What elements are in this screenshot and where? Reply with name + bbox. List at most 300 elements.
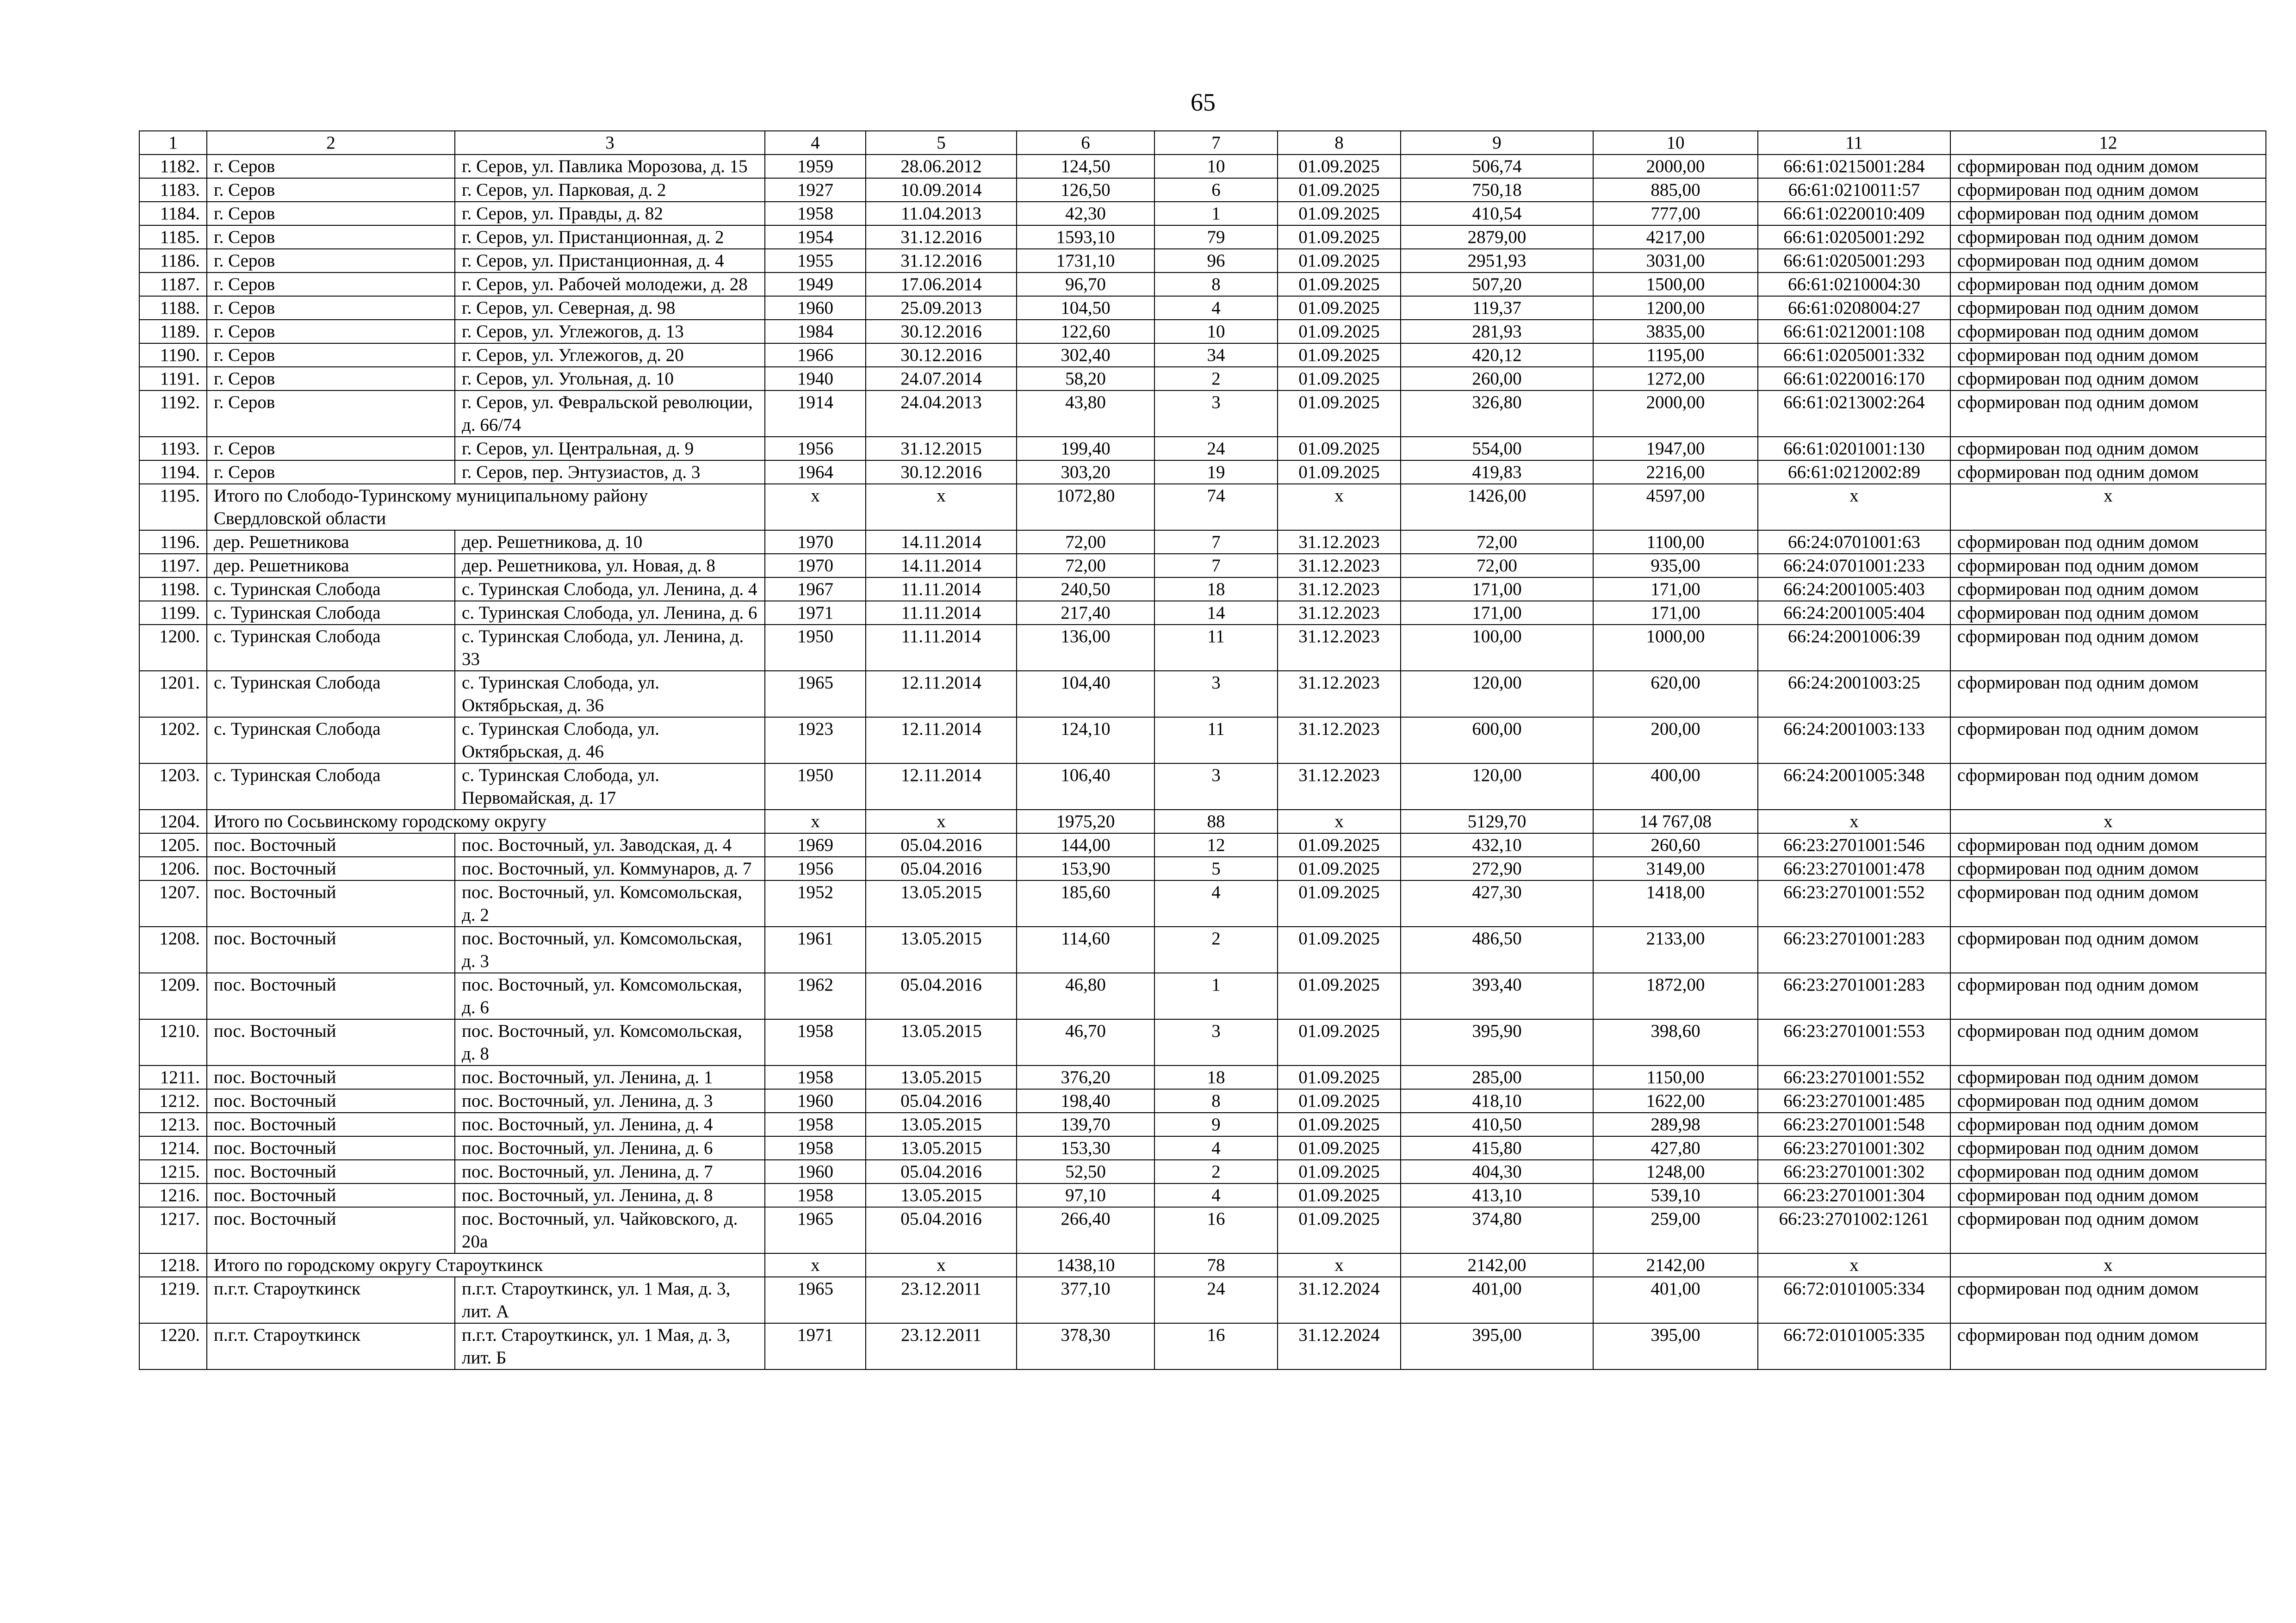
build-year: 1940 [765,367,866,390]
settlement-name: г. Серов [207,249,455,273]
house-address: с. Туринская Слобода, ул. Ленина, д. 4 [455,577,765,601]
recognition-date: 11.11.2014 [866,625,1017,671]
area-value: 46,80 [1017,973,1154,1019]
column-9-value: 554,00 [1401,437,1593,460]
recognition-date: 30.12.2016 [866,343,1017,367]
subtotal-row [139,1253,2266,1277]
residents-count: 16 [1154,1323,1278,1369]
row-number: 1195. [139,484,207,530]
row-number: 1213. [139,1113,207,1136]
area-value: 58,20 [1017,367,1154,390]
resettlement-deadline: 01.09.2025 [1278,973,1401,1019]
house-address: с. Туринская Слобода, ул. Октябрьская, д. 46 [455,717,765,763]
resettlement-deadline: 01.09.2025 [1278,320,1401,343]
area-value: 104,40 [1017,671,1154,717]
residents-count: 88 [1154,810,1278,833]
column-10-value: 935,00 [1593,554,1758,577]
area-value: 124,50 [1017,155,1154,178]
column-number: 9 [1401,131,1593,155]
cadastral-number: 66:72:0101005:335 [1758,1323,1950,1369]
cadastral-number: 66:61:0215001:284 [1758,155,1950,178]
recognition-date: х [866,484,1017,530]
house-address: п.г.т. Староуткинск, ул. 1 Мая, д. 3, лит. Б [455,1323,765,1369]
recognition-date: 11.04.2013 [866,202,1017,225]
build-year: 1950 [765,763,866,810]
land-plot-status: сформирован под одним домом [1950,880,2266,927]
column-10-value: 885,00 [1593,178,1758,202]
residents-count: 79 [1154,225,1278,249]
residents-count: 12 [1154,833,1278,857]
table-row [139,390,2266,437]
area-value: 303,20 [1017,460,1154,484]
table-row [139,1277,2266,1323]
column-9-value: 2879,00 [1401,225,1593,249]
column-10-value: 395,00 [1593,1323,1758,1369]
settlement-name: пос. Восточный [207,1089,455,1113]
residents-count: 9 [1154,1113,1278,1136]
land-plot-status: сформирован под одним домом [1950,437,2266,460]
build-year: 1955 [765,249,866,273]
column-10-value: 1195,00 [1593,343,1758,367]
cadastral-number: 66:24:2001006:39 [1758,625,1950,671]
build-year: 1958 [765,1065,866,1089]
resettlement-deadline: х [1278,484,1401,530]
column-9-value: 410,50 [1401,1113,1593,1136]
house-address: п.г.т. Староуткинск, ул. 1 Мая, д. 3, лит. А [455,1277,765,1323]
recognition-date: 05.04.2016 [866,973,1017,1019]
cadastral-number: 66:23:2701002:1261 [1758,1207,1950,1253]
row-number: 1193. [139,437,207,460]
recognition-date: 13.05.2015 [866,1113,1017,1136]
build-year: 1914 [765,390,866,437]
settlement-name: п.г.т. Староуткинск [207,1277,455,1323]
table-row [139,1160,2266,1183]
settlement-name: с. Туринская Слобода [207,625,455,671]
recognition-date: 13.05.2015 [866,1136,1017,1160]
recognition-date: 23.12.2011 [866,1277,1017,1323]
column-10-value: 1500,00 [1593,273,1758,296]
recognition-date: 05.04.2016 [866,857,1017,880]
table-row [139,225,2266,249]
settlement-name: г. Серов [207,437,455,460]
table-row [139,763,2266,810]
house-address: г. Серов, ул. Февральской революции, д. 66/74 [455,390,765,437]
cadastral-number: 66:72:0101005:334 [1758,1277,1950,1323]
area-value: 139,70 [1017,1113,1154,1136]
house-address: с. Туринская Слобода, ул. Ленина, д. 33 [455,625,765,671]
land-plot-status: сформирован под одним домом [1950,577,2266,601]
row-number: 1187. [139,273,207,296]
resettlement-deadline: 01.09.2025 [1278,202,1401,225]
settlement-name: г. Серов [207,225,455,249]
column-10-value: 398,60 [1593,1019,1758,1065]
cadastral-number: 66:24:2001005:348 [1758,763,1950,810]
build-year: 1965 [765,1277,866,1323]
residents-count: 11 [1154,717,1278,763]
residents-count: 2 [1154,927,1278,973]
cadastral-number: 66:61:0220016:170 [1758,367,1950,390]
area-value: 136,00 [1017,625,1154,671]
build-year: х [765,484,866,530]
settlement-name: пос. Восточный [207,1183,455,1207]
land-plot-status: сформирован под одним домом [1950,763,2266,810]
resettlement-deadline: 01.09.2025 [1278,273,1401,296]
resettlement-deadline: 01.09.2025 [1278,343,1401,367]
cadastral-number: х [1758,810,1950,833]
row-number: 1200. [139,625,207,671]
table-row [139,249,2266,273]
resettlement-deadline: 01.09.2025 [1278,437,1401,460]
column-9-value: 2142,00 [1401,1253,1593,1277]
table-row [139,1183,2266,1207]
column-9-value: 600,00 [1401,717,1593,763]
area-value: 1438,10 [1017,1253,1154,1277]
build-year: 1971 [765,601,866,625]
area-value: 52,50 [1017,1160,1154,1183]
recognition-date: 25.09.2013 [866,296,1017,320]
recognition-date: 14.11.2014 [866,530,1017,554]
column-9-value: 5129,70 [1401,810,1593,833]
house-address: с. Туринская Слобода, ул. Ленина, д. 6 [455,601,765,625]
resettlement-deadline: 01.09.2025 [1278,880,1401,927]
land-plot-status: сформирован под одним домом [1950,178,2266,202]
row-number: 1183. [139,178,207,202]
column-number: 11 [1758,131,1950,155]
column-number-header-row [139,131,2266,155]
settlement-name: пос. Восточный [207,1113,455,1136]
resettlement-deadline: 01.09.2025 [1278,390,1401,437]
land-plot-status: сформирован под одним домом [1950,155,2266,178]
row-number: 1217. [139,1207,207,1253]
cadastral-number: 66:23:2701001:302 [1758,1136,1950,1160]
table-row [139,577,2266,601]
residents-count: 18 [1154,577,1278,601]
row-number: 1192. [139,390,207,437]
build-year: 1969 [765,833,866,857]
house-address: г. Серов, ул. Правды, д. 82 [455,202,765,225]
resettlement-deadline: х [1278,810,1401,833]
cadastral-number: 66:61:0208004:27 [1758,296,1950,320]
residents-count: 4 [1154,1136,1278,1160]
column-9-value: 418,10 [1401,1089,1593,1113]
column-number: 3 [455,131,765,155]
area-value: 96,70 [1017,273,1154,296]
cadastral-number: 66:61:0212002:89 [1758,460,1950,484]
build-year: 1964 [765,460,866,484]
cadastral-number: 66:23:2701001:552 [1758,1065,1950,1089]
area-value: 153,90 [1017,857,1154,880]
recognition-date: 12.11.2014 [866,763,1017,810]
column-10-value: 1622,00 [1593,1089,1758,1113]
build-year: х [765,810,866,833]
cadastral-number: 66:23:2701001:485 [1758,1089,1950,1113]
cadastral-number: 66:23:2701001:548 [1758,1113,1950,1136]
area-value: 126,50 [1017,178,1154,202]
build-year: 1958 [765,1113,866,1136]
land-plot-status: сформирован под одним домом [1950,367,2266,390]
resettlement-deadline: 01.09.2025 [1278,1160,1401,1183]
area-value: 97,10 [1017,1183,1154,1207]
recognition-date: 13.05.2015 [866,1065,1017,1089]
table-row [139,367,2266,390]
row-number: 1214. [139,1136,207,1160]
land-plot-status: сформирован под одним домом [1950,249,2266,273]
cadastral-number: х [1758,1253,1950,1277]
column-10-value: 171,00 [1593,577,1758,601]
subtotal-row [139,484,2266,530]
row-number: 1220. [139,1323,207,1369]
resettlement-deadline: 01.09.2025 [1278,833,1401,857]
column-9-value: 119,37 [1401,296,1593,320]
column-9-value: 120,00 [1401,671,1593,717]
recognition-date: 05.04.2016 [866,1160,1017,1183]
resettlement-deadline: 01.09.2025 [1278,927,1401,973]
column-10-value: 1248,00 [1593,1160,1758,1183]
house-address: пос. Восточный, ул. Ленина, д. 3 [455,1089,765,1113]
column-9-value: 171,00 [1401,577,1593,601]
table-row [139,857,2266,880]
land-plot-status: сформирован под одним домом [1950,1019,2266,1065]
cadastral-number: 66:61:0212001:108 [1758,320,1950,343]
recognition-date: 30.12.2016 [866,320,1017,343]
area-value: 1593,10 [1017,225,1154,249]
settlement-name: г. Серов [207,273,455,296]
column-9-value: 72,00 [1401,554,1593,577]
residents-count: 4 [1154,880,1278,927]
residents-count: 3 [1154,1019,1278,1065]
row-number: 1211. [139,1065,207,1089]
house-address: пос. Восточный, ул. Ленина, д. 4 [455,1113,765,1136]
column-10-value: 2133,00 [1593,927,1758,973]
house-address: г. Серов, пер. Энтузиастов, д. 3 [455,460,765,484]
area-value: 104,50 [1017,296,1154,320]
residents-count: 1 [1154,973,1278,1019]
recognition-date: 11.11.2014 [866,577,1017,601]
build-year: 1965 [765,1207,866,1253]
cadastral-number: 66:61:0205001:332 [1758,343,1950,367]
build-year: 1927 [765,178,866,202]
column-10-value: 3031,00 [1593,249,1758,273]
residents-count: 10 [1154,320,1278,343]
table-row [139,973,2266,1019]
settlement-name: пос. Восточный [207,927,455,973]
build-year: 1958 [765,1183,866,1207]
recognition-date: 30.12.2016 [866,460,1017,484]
subtotal-label: Итого по городскому округу Староуткинск [207,1253,765,1277]
column-10-value: 401,00 [1593,1277,1758,1323]
land-plot-status: сформирован под одним домом [1950,1277,2266,1323]
row-number: 1188. [139,296,207,320]
recognition-date: 28.06.2012 [866,155,1017,178]
cadastral-number: 66:24:0701001:63 [1758,530,1950,554]
row-number: 1191. [139,367,207,390]
table-row [139,273,2266,296]
settlement-name: г. Серов [207,320,455,343]
area-value: 153,30 [1017,1136,1154,1160]
row-number: 1184. [139,202,207,225]
residents-count: 74 [1154,484,1278,530]
area-value: 124,10 [1017,717,1154,763]
build-year: 1950 [765,625,866,671]
build-year: 1970 [765,554,866,577]
column-9-value: 395,00 [1401,1323,1593,1369]
table-row [139,554,2266,577]
residents-count: 2 [1154,1160,1278,1183]
table-row [139,717,2266,763]
area-value: 378,30 [1017,1323,1154,1369]
build-year: 1962 [765,973,866,1019]
row-number: 1202. [139,717,207,763]
recognition-date: 05.04.2016 [866,833,1017,857]
land-plot-status: сформирован под одним домом [1950,202,2266,225]
residents-count: 3 [1154,671,1278,717]
land-plot-status: сформирован под одним домом [1950,1160,2266,1183]
recognition-date: х [866,810,1017,833]
house-address: дер. Решетникова, ул. Новая, д. 8 [455,554,765,577]
table-row [139,343,2266,367]
resettlement-deadline: 31.12.2023 [1278,625,1401,671]
row-number: 1215. [139,1160,207,1183]
column-10-value: 3835,00 [1593,320,1758,343]
cadastral-number: 66:23:2701001:304 [1758,1183,1950,1207]
build-year: 1949 [765,273,866,296]
build-year: 1958 [765,1136,866,1160]
column-9-value: 100,00 [1401,625,1593,671]
column-9-value: 260,00 [1401,367,1593,390]
table-row [139,202,2266,225]
resettlement-deadline: 31.12.2023 [1278,717,1401,763]
residents-count: 18 [1154,1065,1278,1089]
area-value: 302,40 [1017,343,1154,367]
land-plot-status: сформирован под одним домом [1950,296,2266,320]
cadastral-number: 66:24:2001003:25 [1758,671,1950,717]
house-address: с. Туринская Слобода, ул. Октябрьская, д. 36 [455,671,765,717]
area-value: 198,40 [1017,1089,1154,1113]
build-year: 1959 [765,155,866,178]
area-value: 72,00 [1017,530,1154,554]
residents-count: 7 [1154,554,1278,577]
settlement-name: пос. Восточный [207,833,455,857]
column-9-value: 272,90 [1401,857,1593,880]
row-number: 1218. [139,1253,207,1277]
land-plot-status: сформирован под одним домом [1950,973,2266,1019]
row-number: 1182. [139,155,207,178]
column-9-value: 410,54 [1401,202,1593,225]
column-9-value: 750,18 [1401,178,1593,202]
recognition-date: 24.04.2013 [866,390,1017,437]
land-plot-status: х [1950,810,2266,833]
house-address: г. Серов, ул. Угольная, д. 10 [455,367,765,390]
cadastral-number: 66:23:2701001:478 [1758,857,1950,880]
table-row [139,530,2266,554]
column-9-value: 395,90 [1401,1019,1593,1065]
recognition-date: 05.04.2016 [866,1207,1017,1253]
column-10-value: 2216,00 [1593,460,1758,484]
table-row [139,1323,2266,1369]
column-9-value: 427,30 [1401,880,1593,927]
cadastral-number: 66:61:0201001:130 [1758,437,1950,460]
house-address: пос. Восточный, ул. Комсомольская, д. 6 [455,973,765,1019]
house-address: г. Серов, ул. Пристанционная, д. 4 [455,249,765,273]
table-row [139,155,2266,178]
table-row [139,1089,2266,1113]
land-plot-status: сформирован под одним домом [1950,273,2266,296]
area-value: 1072,80 [1017,484,1154,530]
column-9-value: 2951,93 [1401,249,1593,273]
build-year: 1960 [765,1160,866,1183]
column-10-value: 1000,00 [1593,625,1758,671]
house-address: г. Серов, ул. Пристанционная, д. 2 [455,225,765,249]
residents-count: 16 [1154,1207,1278,1253]
house-address: г. Серов, ул. Павлика Морозова, д. 15 [455,155,765,178]
cadastral-number: 66:61:0205001:293 [1758,249,1950,273]
land-plot-status: сформирован под одним домом [1950,833,2266,857]
recognition-date: 31.12.2016 [866,249,1017,273]
column-10-value: 777,00 [1593,202,1758,225]
column-9-value: 486,50 [1401,927,1593,973]
row-number: 1219. [139,1277,207,1323]
residents-count: 11 [1154,625,1278,671]
residents-count: 7 [1154,530,1278,554]
row-number: 1203. [139,763,207,810]
recognition-date: 14.11.2014 [866,554,1017,577]
land-plot-status: сформирован под одним домом [1950,554,2266,577]
column-10-value: 2142,00 [1593,1253,1758,1277]
build-year: 1960 [765,296,866,320]
house-address: пос. Восточный, ул. Заводская, д. 4 [455,833,765,857]
cadastral-number: 66:23:2701001:283 [1758,973,1950,1019]
resettlement-deadline: 01.09.2025 [1278,178,1401,202]
resettlement-deadline: 31.12.2024 [1278,1277,1401,1323]
recognition-date: х [866,1253,1017,1277]
row-number: 1205. [139,833,207,857]
recognition-date: 10.09.2014 [866,178,1017,202]
table-row [139,437,2266,460]
land-plot-status: сформирован под одним домом [1950,1136,2266,1160]
residents-count: 3 [1154,390,1278,437]
house-address: пос. Восточный, ул. Коммунаров, д. 7 [455,857,765,880]
column-9-value: 171,00 [1401,601,1593,625]
column-10-value: 289,98 [1593,1113,1758,1136]
settlement-name: пос. Восточный [207,1136,455,1160]
settlement-name: г. Серов [207,460,455,484]
table-row [139,671,2266,717]
cadastral-number: 66:61:0210011:57 [1758,178,1950,202]
land-plot-status: сформирован под одним домом [1950,671,2266,717]
residents-count: 4 [1154,1183,1278,1207]
column-9-value: 285,00 [1401,1065,1593,1089]
table-row [139,880,2266,927]
area-value: 46,70 [1017,1019,1154,1065]
resettlement-deadline: 01.09.2025 [1278,249,1401,273]
column-10-value: 14 767,08 [1593,810,1758,833]
recognition-date: 13.05.2015 [866,927,1017,973]
settlement-name: пос. Восточный [207,1019,455,1065]
resettlement-deadline: 01.09.2025 [1278,225,1401,249]
residents-count: 24 [1154,437,1278,460]
column-10-value: 539,10 [1593,1183,1758,1207]
column-9-value: 401,00 [1401,1277,1593,1323]
column-number: 2 [207,131,455,155]
column-number: 1 [139,131,207,155]
house-address: пос. Восточный, ул. Ленина, д. 1 [455,1065,765,1089]
table-row [139,625,2266,671]
area-value: 43,80 [1017,390,1154,437]
house-address: г. Серов, ул. Центральная, д. 9 [455,437,765,460]
area-value: 122,60 [1017,320,1154,343]
table-row [139,833,2266,857]
column-9-value: 413,10 [1401,1183,1593,1207]
